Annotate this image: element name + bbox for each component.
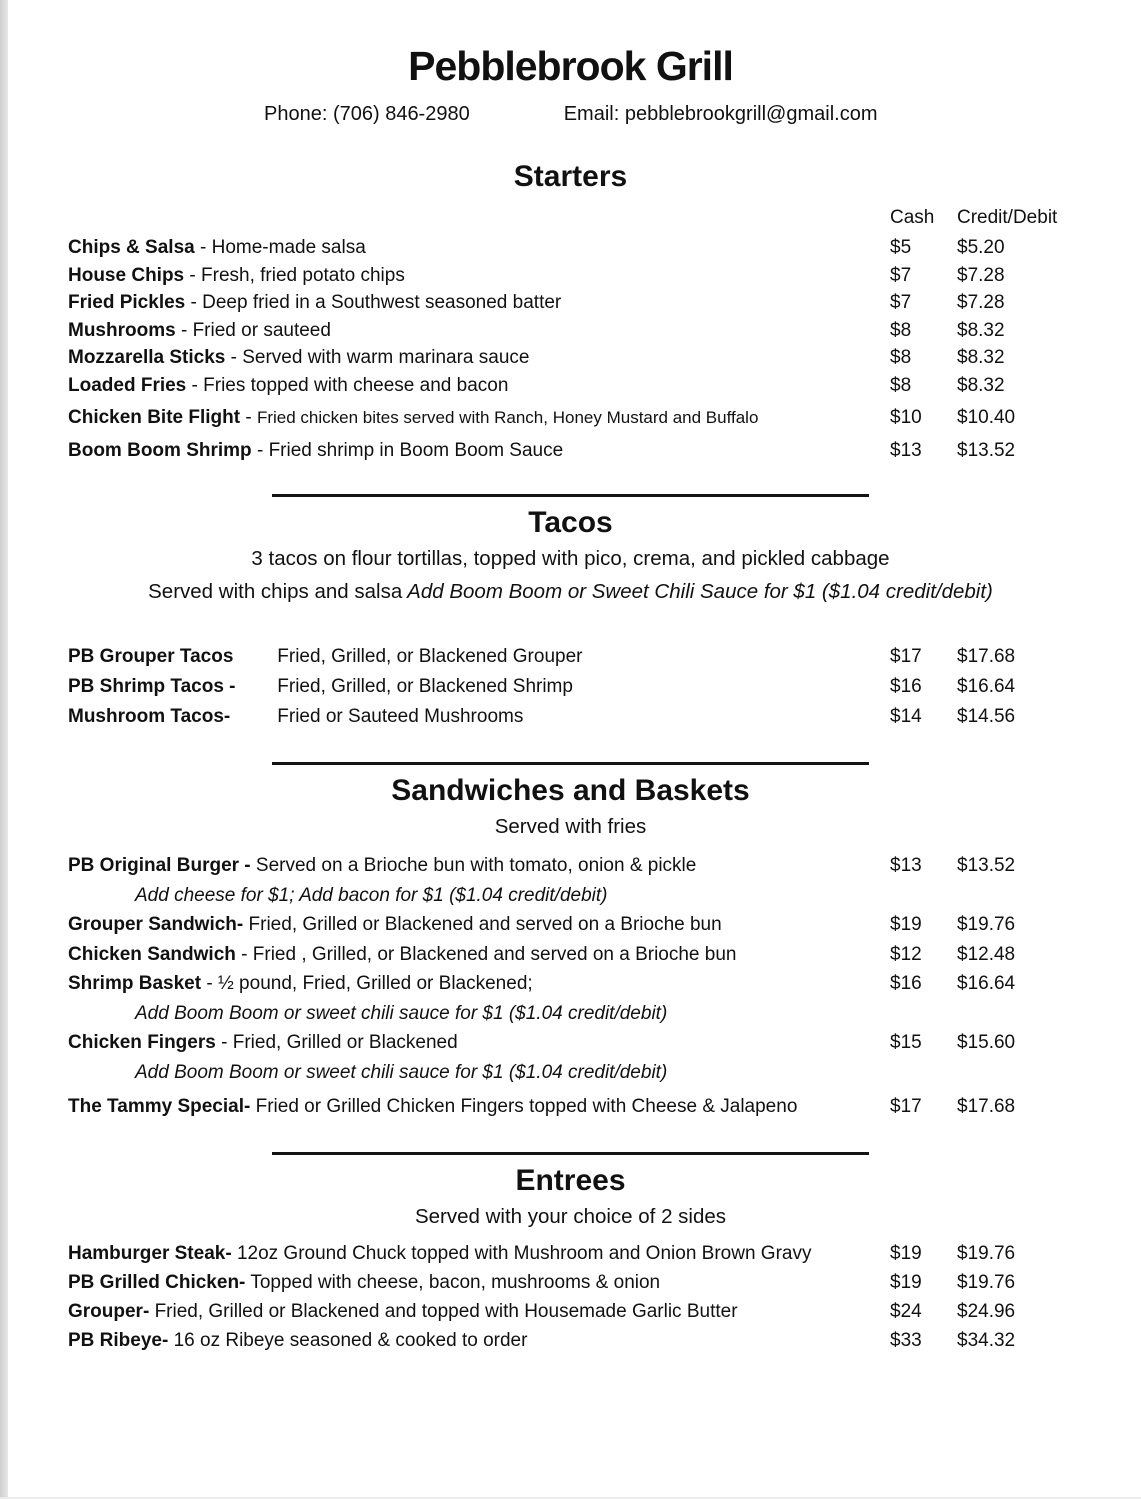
item-price-cash: $19: [890, 914, 922, 935]
item-text: Chips & Salsa - Home-made salsa: [68, 237, 366, 258]
item-price-credit: $19.76: [957, 1271, 1016, 1293]
item-name: Grouper Sandwich-: [68, 914, 244, 935]
item-name: The Tammy Special-: [68, 1096, 251, 1117]
item-description: Topped with cheese, bacon, mushrooms & onion: [250, 1271, 661, 1293]
item-description: Fried, Grilled, or Blackened Shrimp: [277, 676, 573, 697]
section-items: [0, 642, 1141, 732]
item-description: Served on a Brioche bun with tomato, onion & pickle: [255, 855, 697, 876]
item-description: Fried or Grilled Chicken Fingers topped with Cheese & Jalapeno: [255, 1096, 798, 1117]
menu-item-row: [0, 344, 1141, 372]
item-description: Fried , Grilled, or Blackened and served on a Brioche bun: [252, 943, 737, 965]
item-price-cash: $33: [890, 1329, 922, 1351]
item-price-credit: $16.64: [957, 676, 1016, 697]
item-description: Fresh, fried potato chips: [201, 264, 405, 286]
menu-item-row: [0, 404, 1141, 432]
item-price-cash: $17: [890, 646, 922, 667]
item-text: Mushrooms - Fried or sauteed: [68, 319, 331, 341]
subtitle-text: Served with your choice of 2 sides: [414, 1204, 727, 1228]
phone-label: Phone: (706) 846-2980: [264, 103, 470, 125]
menu-item-row: [0, 1239, 1141, 1268]
item-description: ½ pound, Fried, Grilled or Blackened;: [217, 973, 533, 994]
item-price-credit: $10.40: [957, 407, 1016, 428]
item-price-cash: $13: [890, 439, 922, 461]
cash-column-header: Cash: [890, 207, 935, 228]
item-price-credit: $15.60: [957, 1032, 1016, 1053]
item-price-credit: $12.48: [957, 943, 1016, 965]
item-description: 12oz Ground Chuck topped with Mushroom and Onion Brown Gravy: [236, 1242, 812, 1264]
menu-item-row: [0, 1326, 1141, 1355]
price-column-headers: [0, 207, 1141, 230]
item-price-cash: $8: [890, 374, 912, 396]
menu-item-row: [0, 372, 1141, 400]
item-name: Chicken Fingers: [68, 1032, 216, 1053]
menu-item-row: [0, 851, 1141, 881]
item-price-cash: $7: [890, 264, 912, 286]
section-subtitle: [0, 578, 1141, 606]
menu-item-addon-note: Add Boom Boom or sweet chili sauce for $1 ($1.04 credit/debit): [135, 1002, 668, 1024]
item-description: Home-made salsa: [211, 237, 366, 258]
item-price-credit: $24.96: [957, 1300, 1016, 1322]
item-price-cash: $19: [890, 1242, 922, 1264]
section-divider: [272, 762, 869, 765]
menu-item-row: [0, 289, 1141, 317]
page-title: Pebblebrook Grill: [408, 43, 733, 89]
item-price-credit: $8.32: [957, 319, 1005, 341]
item-price-cash: $16: [890, 676, 922, 697]
item-name: Boom Boom Shrimp: [68, 439, 252, 461]
item-text: [68, 706, 523, 727]
item-price-credit: $19.76: [957, 914, 1016, 935]
item-description: Fried, Grilled, or Blackened Grouper: [277, 646, 583, 667]
item-price-credit: $7.28: [957, 292, 1005, 313]
section-title-entrees: Entrees: [515, 1163, 626, 1197]
section-items: [0, 851, 1141, 1122]
menu-item-row: [0, 910, 1141, 940]
section-title-sandwiches-and-baskets: Sandwiches and Baskets: [391, 774, 750, 807]
menu-item-row: [0, 262, 1141, 290]
menu-item-addon-note: Add cheese for $1; Add bacon for $1 ($1.04 credit/debit): [135, 884, 608, 906]
item-text: [68, 1272, 660, 1293]
item-text: [68, 1330, 527, 1351]
item-name: PB Shrimp Tacos -: [68, 676, 236, 697]
menu-item-row: [0, 1092, 1141, 1122]
menu-item-row: [0, 1297, 1141, 1326]
item-text: [68, 1301, 738, 1322]
item-price-cash: $8: [890, 319, 912, 341]
contact-line: [0, 102, 1141, 126]
item-text: Boom Boom Shrimp - Fried shrimp in Boom Boom Sauce: [68, 439, 564, 461]
item-name: Chicken Bite Flight: [68, 407, 241, 428]
item-text: Chicken Sandwich - Fried , Grilled, or Blackened and served on a Brioche bun: [68, 943, 737, 965]
subtitle-text: 3 tacos on flour tortillas, topped with pico, crema, and pickled cabbage: [251, 547, 890, 570]
item-description: Served with warm marinara sauce: [242, 347, 530, 368]
item-name: PB Grilled Chicken-: [68, 1271, 246, 1293]
menu-sections: [0, 160, 1141, 1355]
item-text: House Chips - Fresh, fried potato chips: [68, 264, 405, 286]
item-text: Mozzarella Sticks - Served with warm marinara sauce: [68, 347, 530, 368]
item-price-cash: $15: [890, 1032, 922, 1053]
item-description: Fried, Grilled or Blackened and topped with Housemade Garlic Butter: [154, 1300, 738, 1322]
item-description: 16 oz Ribeye seasoned & cooked to order: [173, 1329, 528, 1351]
item-price-credit: $19.76: [957, 1242, 1016, 1264]
item-description: Deep fried in a Southwest seasoned batter: [202, 292, 562, 313]
item-price-cash: $13: [890, 855, 922, 876]
menu-item-row: [0, 437, 1141, 465]
item-description: Fried shrimp in Boom Boom Sauce: [268, 439, 564, 461]
email-label: Email: pebblebrookgrill@gmail.com: [563, 103, 878, 125]
item-name: Mushrooms: [68, 319, 176, 341]
item-name: Chicken Sandwich: [68, 943, 236, 965]
item-price-credit: $8.32: [957, 374, 1005, 396]
item-text: Fried Pickles - Deep fried in a Southwest seasoned batter: [68, 292, 562, 313]
item-price-credit: $13.52: [957, 855, 1016, 876]
item-text: [68, 1243, 811, 1264]
item-name: Shrimp Basket: [68, 973, 202, 994]
item-price-credit: $5.20: [957, 237, 1005, 258]
item-price-cash: $19: [890, 1271, 922, 1293]
section-items: [0, 234, 1141, 464]
item-price-cash: $12: [890, 943, 922, 965]
item-description: Fried, Grilled or Blackened: [232, 1032, 458, 1053]
item-description: Fried or sauteed: [192, 319, 331, 341]
item-name: Hamburger Steak-: [68, 1242, 232, 1264]
item-description: Fried chicken bites served with Ranch, Honey Mustard and Buffalo: [256, 408, 759, 427]
item-name: PB Original Burger -: [68, 855, 251, 876]
item-description: Fried, Grilled or Blackened and served on a Brioche bun: [248, 914, 722, 935]
item-text: [68, 1096, 797, 1117]
item-text: [68, 914, 722, 935]
item-name: Fried Pickles: [68, 292, 186, 313]
item-text: Chicken Bite Flight - Fried chicken bites served with Ranch, Honey Mustard and Buffalo: [68, 407, 759, 428]
section-subtitle: [0, 813, 1141, 841]
credit-column-header: Credit/Debit: [957, 207, 1058, 228]
item-name: Chips & Salsa: [68, 237, 195, 258]
menu-item-row: [0, 969, 1141, 999]
item-price-cash: $5: [890, 237, 912, 258]
item-text: Chicken Fingers - Fried, Grilled or Blackened: [68, 1032, 458, 1053]
section-divider: [272, 1152, 869, 1155]
item-name: PB Grouper Tacos: [68, 646, 234, 667]
item-price-cash: $10: [890, 407, 922, 428]
menu-item-addon-note: Add Boom Boom or sweet chili sauce for $1 ($1.04 credit/debit): [135, 1061, 668, 1083]
menu-item-row: [0, 642, 1141, 672]
item-name: Mushroom Tacos-: [68, 706, 231, 727]
section-subtitle: [0, 1203, 1141, 1231]
menu-item-row: [0, 1268, 1141, 1297]
item-text: [68, 676, 573, 697]
item-price-credit: $14.56: [957, 706, 1016, 727]
item-price-credit: $16.64: [957, 973, 1016, 994]
item-price-cash: $14: [890, 706, 922, 727]
subtitle-text: Served with chips and salsa: [148, 580, 403, 603]
item-price-credit: $17.68: [957, 1096, 1016, 1117]
section-title-tacos: Tacos: [528, 506, 613, 539]
item-text: Loaded Fries - Fries topped with cheese and bacon: [68, 374, 509, 396]
menu-item-row: [0, 1028, 1141, 1058]
section-title-starters: Starters: [513, 160, 628, 193]
item-text: [68, 855, 696, 876]
item-price-credit: $13.52: [957, 439, 1016, 461]
menu-item-row: [0, 702, 1141, 732]
item-text: Shrimp Basket - ½ pound, Fried, Grilled or Blackened;: [68, 973, 533, 994]
menu-item-row: [0, 317, 1141, 345]
subtitle-addon-note: Add Boom Boom or Sweet Chili Sauce for $1 ($1.04 credit/debit): [402, 580, 993, 603]
item-name: House Chips: [68, 264, 185, 286]
item-price-credit: $8.32: [957, 347, 1005, 368]
item-price-cash: $8: [890, 347, 912, 368]
item-price-cash: $16: [890, 973, 922, 994]
item-price-cash: $7: [890, 292, 912, 313]
section-divider: [272, 494, 869, 497]
item-price-cash: $17: [890, 1096, 922, 1117]
item-name: Mozzarella Sticks: [68, 347, 226, 368]
section-subtitle: [0, 545, 1141, 573]
item-price-cash: $24: [890, 1300, 922, 1322]
item-price-credit: $7.28: [957, 264, 1005, 286]
subtitle-text: Served with fries: [494, 815, 647, 838]
item-name: PB Ribeye-: [68, 1329, 169, 1351]
menu-item-row: [0, 234, 1141, 262]
item-price-credit: $34.32: [957, 1329, 1016, 1351]
menu-item-row: [0, 940, 1141, 970]
menu-item-row: [0, 672, 1141, 702]
item-name: Grouper-: [68, 1300, 150, 1322]
item-description: Fries topped with cheese and bacon: [203, 374, 509, 396]
item-price-credit: $17.68: [957, 646, 1016, 667]
section-items: [0, 1239, 1141, 1355]
item-description: Fried or Sauteed Mushrooms: [277, 706, 524, 727]
item-text: [68, 646, 582, 667]
item-name: Loaded Fries: [68, 374, 187, 396]
